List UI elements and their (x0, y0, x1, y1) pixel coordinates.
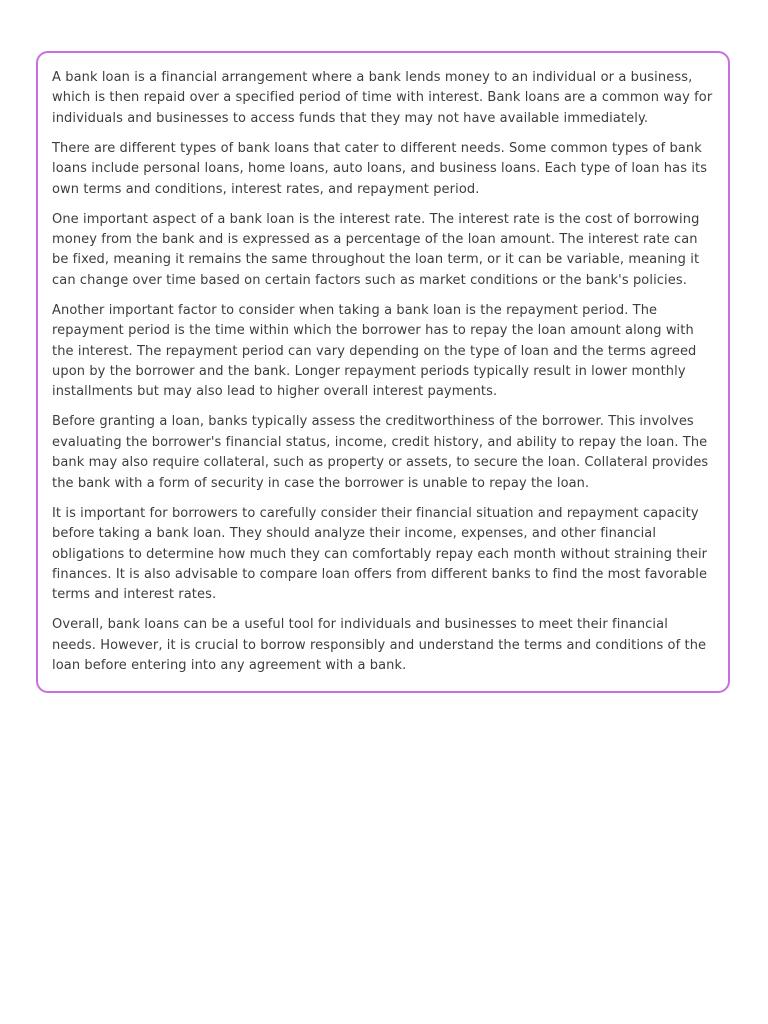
article-card (36, 51, 730, 693)
paragraph-2: There are different types of bank loans that cater to different needs. Some common types of bank loans include personal loans, home loans, auto loans, and business loans. Each type of loan has its own terms and conditions, interest rates, and repayment period. (52, 140, 708, 197)
paragraph-3: One important aspect of a bank loan is the interest rate. The interest rate is the cost of borrowing money from the bank and is expressed as a percentage of the loan amount. The interest rate can be fixed, meaning it remains the same throughout the loan term, or it can be variable, meaning it can change over time based on certain factors such as market conditions or the bank's policies. (52, 211, 700, 288)
paragraph-1: A bank loan is a financial arrangement where a bank lends money to an individual or a business, which is then repaid over a specified period of time with interest. Bank loans are a common way for individuals and businesses to access funds that they may not have available immediately. (52, 70, 713, 126)
paragraph-4: Another important factor to consider when taking a bank loan is the repayment period. The repayment period is the time within which the borrower has to repay the loan amount along with the interest. The repayment period can vary depending on the type of loan and the terms agreed upon by the borrower and the bank. Longer repayment periods typically result in lower monthly installments but may also lead to higher overall interest payments. (52, 302, 697, 400)
paragraph-7: Overall, bank loans can be a useful tool for individuals and businesses to meet their financial needs. However, it is crucial to borrow responsibly and understand the terms and conditions of the loan before entering into any agreement with a bank. (52, 617, 707, 674)
paragraph-5: Before granting a loan, banks typically assess the creditworthiness of the borrower. This involves evaluating the borrower's financial status, income, credit history, and ability to repay the loan. The bank may also require collateral, such as property or assets, to secure the loan. Collateral provides the bank with a form of security in case the borrower is unable to repay the loan. (52, 414, 709, 491)
paragraph-6: It is important for borrowers to carefully consider their financial situation and repayment capacity before taking a bank loan. They should analyze their income, expenses, and other financial obligations to determine how much they can comfortably repay each month without straining their finances. It is also advisable to compare loan offers from different banks to find the most favorable terms and interest rates. (52, 505, 708, 603)
